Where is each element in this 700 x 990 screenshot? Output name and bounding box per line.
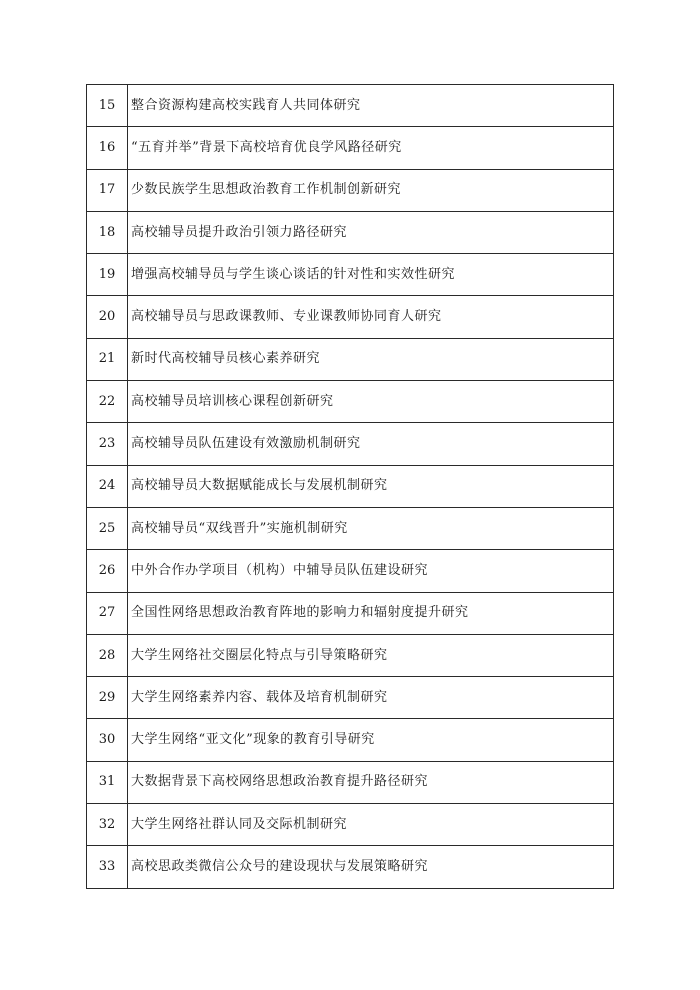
row-number: 27 (87, 592, 128, 634)
table-row (87, 550, 614, 592)
row-number: 33 (87, 846, 128, 888)
row-title: 中外合作办学项目（机构）中辅导员队伍建设研究 (128, 550, 614, 592)
row-title: 高校辅导员大数据赋能成长与发展机制研究 (128, 465, 614, 507)
row-title: 高校辅导员与思政课教师、专业课教师协同育人研究 (128, 296, 614, 338)
row-number: 23 (87, 423, 128, 465)
row-number: 22 (87, 381, 128, 423)
table-row (87, 719, 614, 761)
row-title: 高校思政类微信公众号的建设现状与发展策略研究 (128, 846, 614, 888)
row-title: 全国性网络思想政治教育阵地的影响力和辐射度提升研究 (128, 592, 614, 634)
row-title: “五育并举”背景下高校培育优良学风路径研究 (128, 127, 614, 169)
row-title: 高校辅导员提升政治引领力路径研究 (128, 211, 614, 253)
row-number: 18 (87, 211, 128, 253)
table-row (87, 846, 614, 888)
row-title: 大学生网络“亚文化”现象的教育引导研究 (128, 719, 614, 761)
row-number: 31 (87, 761, 128, 803)
row-title: 少数民族学生思想政治教育工作机制创新研究 (128, 169, 614, 211)
table-row (87, 634, 614, 676)
research-topics-table (86, 84, 614, 889)
row-title: 整合资源构建高校实践育人共同体研究 (128, 85, 614, 127)
row-title: 大数据背景下高校网络思想政治教育提升路径研究 (128, 761, 614, 803)
table-row (87, 465, 614, 507)
table-row (87, 211, 614, 253)
row-number: 25 (87, 507, 128, 549)
row-number: 24 (87, 465, 128, 507)
row-title: 大学生网络社群认同及交际机制研究 (128, 804, 614, 846)
row-number: 30 (87, 719, 128, 761)
row-number: 19 (87, 254, 128, 296)
row-title: 新时代高校辅导员核心素养研究 (128, 338, 614, 380)
table-row (87, 169, 614, 211)
table-row (87, 761, 614, 803)
row-number: 16 (87, 127, 128, 169)
row-number: 28 (87, 634, 128, 676)
row-number: 20 (87, 296, 128, 338)
table-row (87, 254, 614, 296)
table-row (87, 592, 614, 634)
row-number: 29 (87, 677, 128, 719)
table-row (87, 507, 614, 549)
table-row (87, 381, 614, 423)
row-title: 大学生网络素养内容、载体及培育机制研究 (128, 677, 614, 719)
row-number: 32 (87, 804, 128, 846)
row-number: 15 (87, 85, 128, 127)
row-number: 21 (87, 338, 128, 380)
row-number: 26 (87, 550, 128, 592)
row-title: 高校辅导员培训核心课程创新研究 (128, 381, 614, 423)
table-row (87, 85, 614, 127)
row-title: 高校辅导员“双线晋升”实施机制研究 (128, 507, 614, 549)
table-row (87, 127, 614, 169)
table-row (87, 296, 614, 338)
row-title: 高校辅导员队伍建设有效激励机制研究 (128, 423, 614, 465)
row-title: 增强高校辅导员与学生谈心谈话的针对性和实效性研究 (128, 254, 614, 296)
row-number: 17 (87, 169, 128, 211)
table-row (87, 338, 614, 380)
table-row (87, 423, 614, 465)
table-row (87, 804, 614, 846)
row-title: 大学生网络社交圈层化特点与引导策略研究 (128, 634, 614, 676)
table-row (87, 677, 614, 719)
